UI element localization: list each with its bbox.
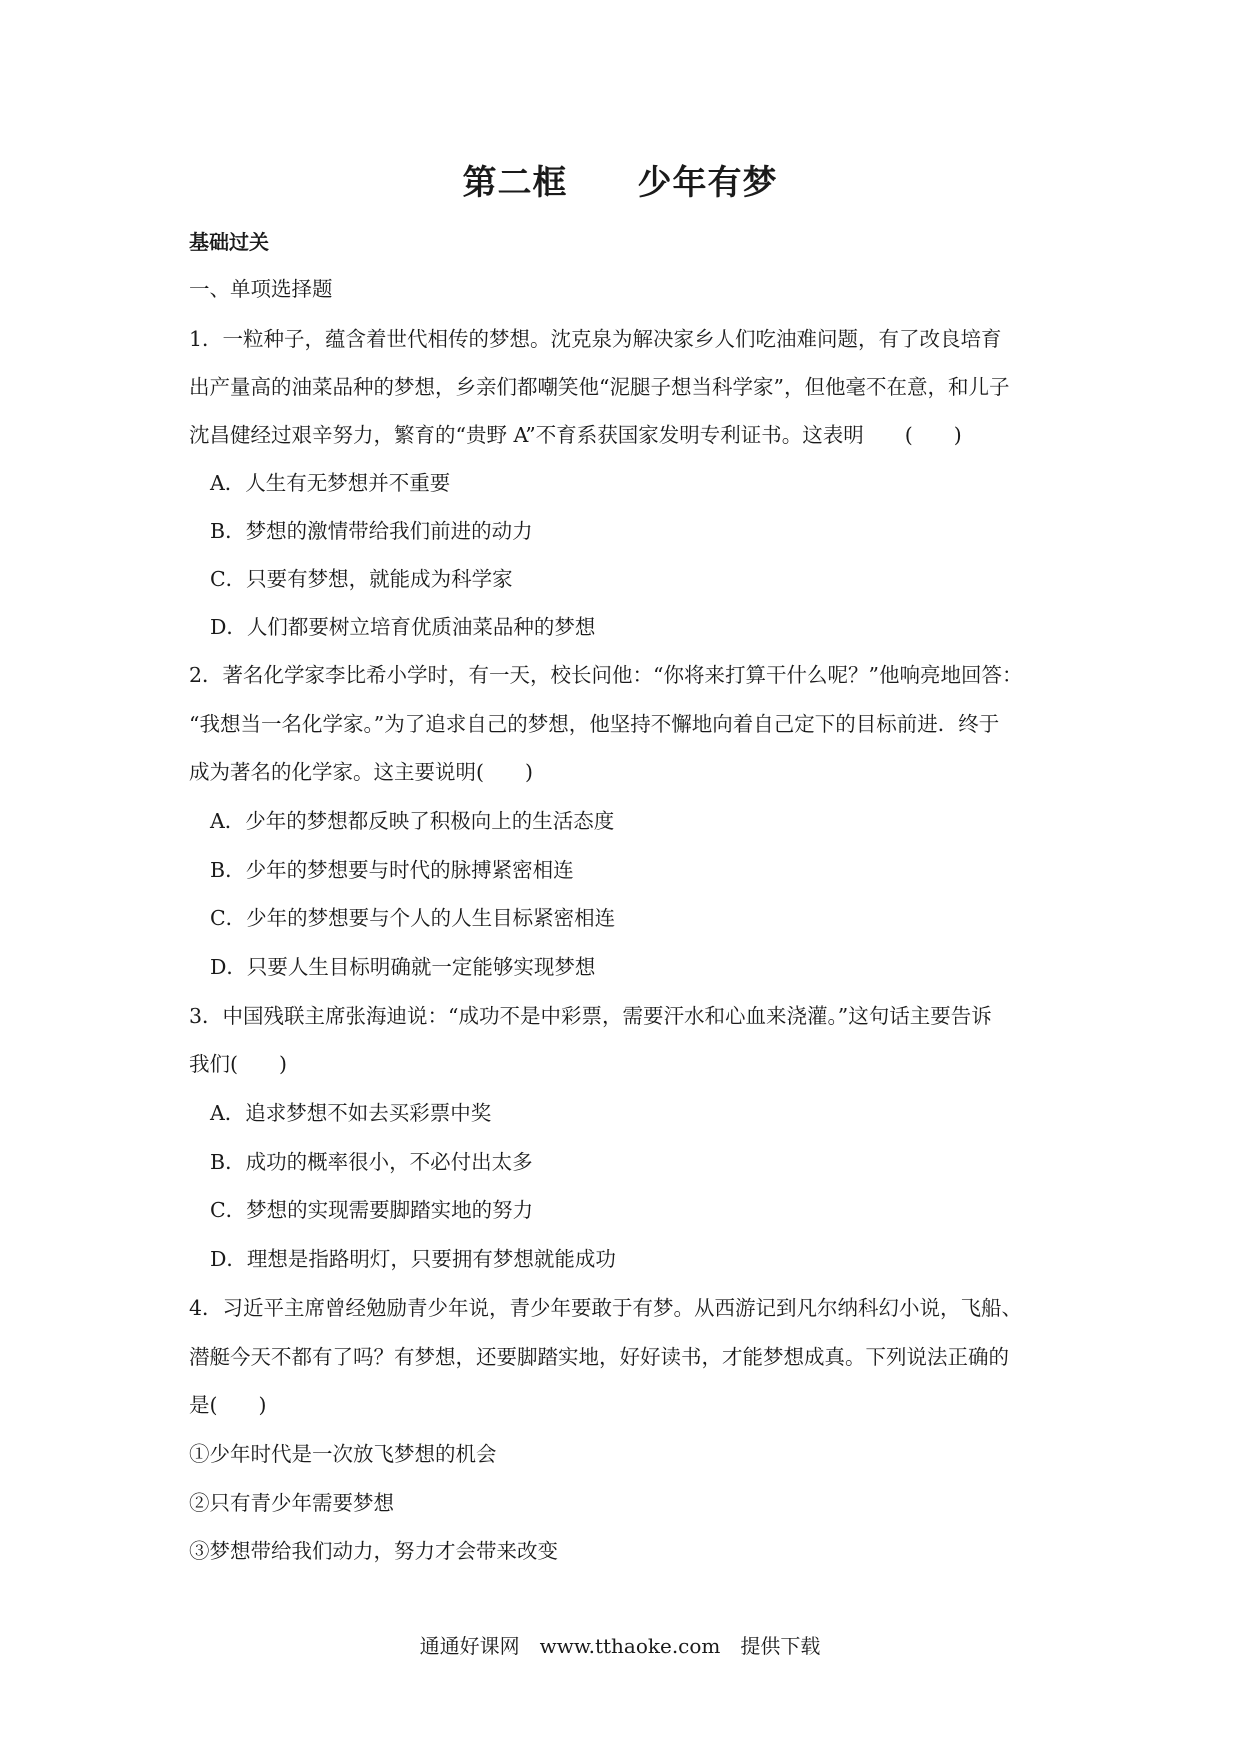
- question-1-line-3: 沈昌健经过艰辛努力，繁育的“贵野 A”不育系获国家发明专利证书。这表明 ( ): [189, 423, 962, 447]
- question-1-option-b: B．梦想的激情带给我们前进的动力: [210, 519, 533, 543]
- part-heading: 一、单项选择题: [189, 277, 333, 301]
- question-3-option-c: C．梦想的实现需要脚踏实地的努力: [210, 1198, 534, 1222]
- question-1-line-2: 出产量高的油菜品种的梦想，乡亲们都嘲笑他“泥腿子想当科学家”，但他毫不在意，和儿子: [189, 375, 1010, 399]
- question-4-statement-3: ③梦想带给我们动力，努力才会带来改变: [189, 1539, 558, 1563]
- question-4-statement-1: ①少年时代是一次放飞梦想的机会: [189, 1442, 497, 1466]
- question-2-option-d: D．只要人生目标明确就一定能够实现梦想: [210, 955, 596, 979]
- question-1-option-a: A．人生有无梦想并不重要: [210, 471, 451, 495]
- page-title: 第二框 少年有梦: [462, 163, 778, 203]
- section-heading: 基础过关: [189, 230, 269, 254]
- question-1-line-1: 1．一粒种子，蕴含着世代相传的梦想。沈克泉为解决家乡人们吃油难问题，有了改良培育: [189, 327, 1002, 351]
- question-1-option-d: D．人们都要树立培育优质油菜品种的梦想: [210, 615, 596, 639]
- question-2-line-2: “我想当一名化学家。”为了追求自己的梦想，他坚持不懈地向着自己定下的目标前进．终于: [189, 712, 1000, 736]
- page-footer: 通通好课网 www.tthaoke.com 提供下载: [419, 1634, 821, 1658]
- question-4-line-1: 4．习近平主席曾经勉励青少年说，青少年要敢于有梦。从西游记到凡尔纳科幻小说，飞船、: [189, 1296, 1023, 1320]
- question-2-option-b: B．少年的梦想要与时代的脉搏紧密相连: [210, 858, 574, 882]
- question-2-option-a: A．少年的梦想都反映了积极向上的生活态度: [210, 809, 615, 833]
- question-2-option-c: C．少年的梦想要与个人的人生目标紧密相连: [210, 906, 616, 930]
- question-3-line-1: 3．中国残联主席张海迪说：“成功不是中彩票，需要汗水和心血来浇灌。”这句话主要告诉: [189, 1004, 992, 1028]
- question-3-option-d: D．理想是指路明灯，只要拥有梦想就能成功: [210, 1247, 616, 1271]
- question-2-line-3: 成为著名的化学家。这主要说明( ): [189, 760, 533, 784]
- question-4-line-3: 是( ): [189, 1393, 267, 1417]
- question-3-line-2: 我们( ): [189, 1052, 287, 1076]
- question-3-option-a: A．追求梦想不如去买彩票中奖: [210, 1101, 492, 1125]
- question-2-line-1: 2．著名化学家李比希小学时，有一天，校长问他：“你将来打算干什么呢？”他响亮地回答：: [189, 663, 1023, 687]
- question-4-statement-2: ②只有青少年需要梦想: [189, 1491, 394, 1515]
- question-4-line-2: 潜艇今天不都有了吗？有梦想，还要脚踏实地，好好读书，才能梦想成真。下列说法正确的: [189, 1345, 1009, 1369]
- question-1-option-c: C．只要有梦想，就能成为科学家: [210, 567, 513, 591]
- question-3-option-b: B．成功的概率很小，不必付出太多: [210, 1150, 533, 1174]
